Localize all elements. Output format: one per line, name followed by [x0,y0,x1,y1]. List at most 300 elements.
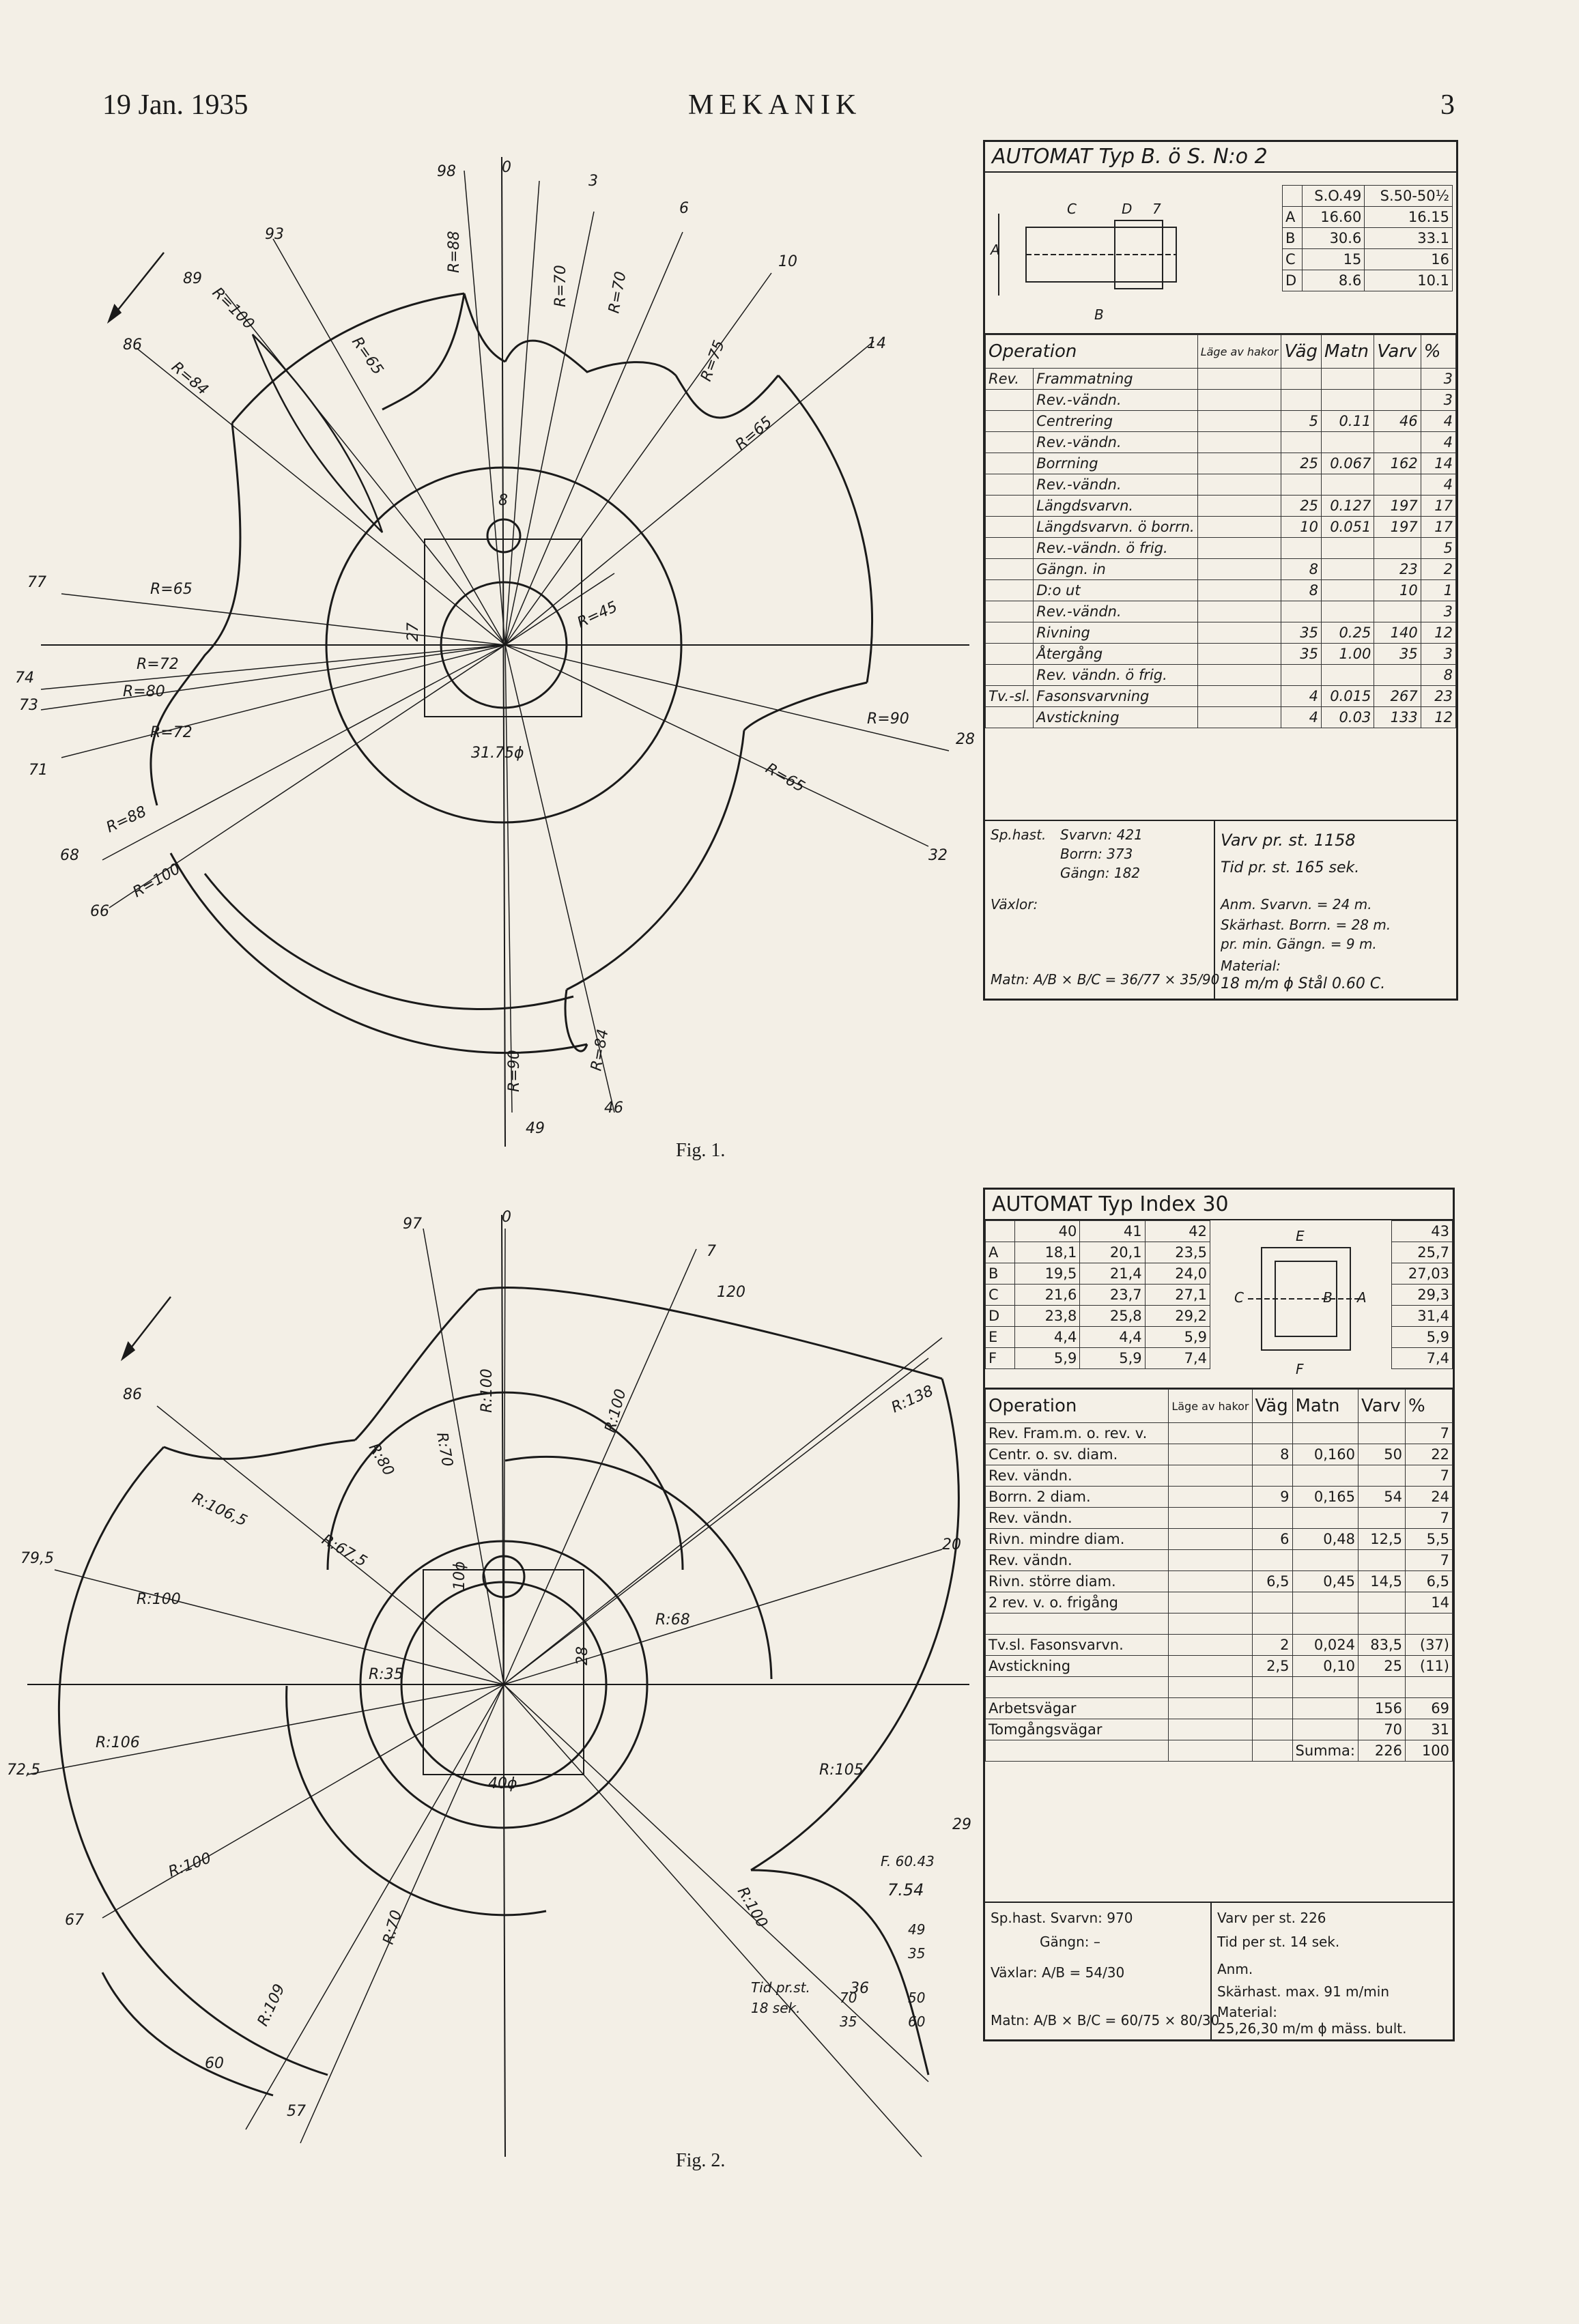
fig1-angle-89: 89 [183,270,202,287]
fig1-angle-98: 98 [437,163,456,180]
table-cell [1169,1677,1252,1698]
fig1-part-sketch [985,173,1456,334]
fig2-skarhast: Skärhast. max. 91 m/min [1217,1983,1389,2000]
table-cell: 0.067 [1321,453,1374,474]
fig2-r35: R:35 [369,1666,403,1683]
fig2-vaxel-b: 35 [908,1945,926,1962]
table-cell [1321,580,1374,601]
table-cell [1281,390,1322,411]
table-cell [1358,1423,1406,1444]
table-cell: 100 [1406,1740,1453,1762]
table-cell [1169,1571,1252,1592]
table-cell [1169,1592,1252,1613]
table-cell [1281,432,1322,453]
table-row [986,517,1456,538]
fig1-r90: R=90 [867,711,909,728]
fig1-operations-table: Operation Läge av hakor Väg Matn Varv % Rev. Frammatning 3 Rev.-vändn. 3 Centrering 5 0.11 46 4 Rev.-vändn. 4 Borrning 25 0.067 162 14 Rev.-vändn. 4 Längdsvarvn. 25 0.127 197 17 Längdsvarvn. ö borrn. 10 0.051 197 17 Rev.-vändn. ö frig. 5 Gängn. in 8 23 2 D:o ut 8 10 1 Rev.-vändn. 3 Rivning 35 0.25 140 12 Återgång 35 1.00 35 3 Rev. vändn. ö frig. 8 Tv.-sl. Fasonsvarvning 4 0.015 267 23 Avstickning 4 0.03 133 12 [985,334,1456,728]
table-cell: 83,5 [1358,1635,1406,1656]
table-cell: 24 [1406,1487,1453,1508]
table-cell [1197,411,1281,432]
table-cell [986,453,1034,474]
fig1-angle-32: 32 [928,847,948,864]
table-cell [1197,707,1281,728]
table-cell: 0,45 [1292,1571,1358,1592]
fig1-material: 18 m/m ϕ Stål 0.60 C. [1221,975,1386,992]
table-row [986,1306,1210,1327]
table-cell: 18,1 [1015,1242,1080,1263]
table-cell: 7 [1406,1550,1453,1571]
fig2-vaxlor: Växlar: A/B = 54/30 [991,1964,1125,1981]
table-cell: 54 [1358,1487,1406,1508]
table-cell [1292,1719,1358,1740]
table-cell [1358,1677,1406,1698]
table-cell: 10 [1281,517,1322,538]
table-cell: Tv.sl. Fasonsvarvn. [986,1635,1169,1656]
table-cell: Tomgångsvägar [986,1719,1169,1740]
table-cell: 197 [1374,517,1421,538]
fig1-r70a: R=70 [552,265,569,307]
svg-text:A: A [1357,1289,1367,1306]
table-cell [1374,390,1421,411]
table-cell: Centrering [1034,411,1197,432]
table-cell: 5,9 [1145,1327,1210,1348]
table-cell: Rev.-vändn. [1034,601,1197,622]
table-cell: Rev.-vändn. [1034,432,1197,453]
table-cell [1374,432,1421,453]
table-cell [1406,1677,1453,1698]
fig1-r100b: R=100 [130,860,184,902]
fig2-r138: R:138 [888,1382,937,1417]
table-row [986,1677,1453,1698]
table-cell [1197,686,1281,707]
table-cell [1252,1698,1292,1719]
table-cell: (11) [1406,1656,1453,1677]
fig2-matn-d: 60 [908,2013,926,2030]
table-cell: 140 [1374,622,1421,644]
table-cell [1252,1677,1292,1698]
fig2-angle-29: 29 [952,1816,971,1833]
fig1-angle-49: 49 [526,1120,545,1137]
table-cell: 0.11 [1321,411,1374,432]
table-cell: 22 [1406,1444,1453,1465]
table-cell: Återgång [1034,644,1197,665]
fig1-angle-6: 6 [679,200,689,217]
fig2-dim-hole: 10ϕ [451,1561,468,1590]
table-cell [1169,1656,1252,1677]
table-cell [1197,453,1281,474]
fig2-r70: R:70 [433,1431,456,1468]
fig2-matn-c: 50 [908,1990,926,2006]
fig1-angle-14: 14 [867,335,886,352]
table-cell: 17 [1421,517,1455,538]
table-cell [1169,1698,1252,1719]
table-cell: Rev. vändn. [986,1508,1169,1529]
fig1-angle-86: 86 [123,336,142,354]
fig2-r106-5: R:106,5 [189,1489,250,1530]
table-cell [986,707,1034,728]
table-cell: 69 [1406,1698,1453,1719]
table-cell: 156 [1358,1698,1406,1719]
fig2-r100e: R:100 [733,1884,771,1932]
table-cell: 5,9 [1080,1348,1145,1369]
table-cell: 2,5 [1252,1656,1292,1677]
fig2-angle-67: 67 [65,1912,84,1929]
fig1-table-footer [985,820,1456,999]
fig2-angle-20: 20 [942,1536,961,1553]
fig2-angle-86: 86 [123,1386,142,1403]
table-cell [1321,432,1374,453]
table-cell [1197,559,1281,580]
table-cell [1292,1423,1358,1444]
table-row [986,1285,1210,1306]
table-row [986,644,1456,665]
table-cell [986,1613,1169,1635]
table-cell: Rev. Fram.m. o. rev. v. [986,1423,1169,1444]
svg-text:D: D [1122,201,1133,217]
fig2-angle-97: 97 [403,1216,422,1233]
table-cell [1169,1613,1252,1635]
table-cell: 35 [1374,644,1421,665]
fig2-r100b: R:100 [601,1387,630,1435]
fig1-caption: Fig. 1. [676,1140,726,1161]
table-cell: 162 [1374,453,1421,474]
table-cell [1252,1740,1292,1762]
table-cell: 25 [1281,496,1322,517]
fig2-gangn: Gängn: – [1040,1934,1100,1950]
table-cell: 14 [1421,453,1455,474]
fig2-r67-5: R:67,5 [319,1531,370,1571]
table-cell [1169,1635,1252,1656]
table-cell: 5,5 [1406,1529,1453,1550]
table-cell: D [986,1306,1015,1327]
fig1-r65d: R=65 [763,760,808,797]
table-row [986,1348,1210,1369]
fig1-angle-74: 74 [15,670,34,687]
table-cell: Summa: [1292,1740,1358,1762]
table-row [986,622,1456,644]
svg-text:7: 7 [1152,201,1161,217]
svg-text:B: B [1094,306,1104,323]
table-cell: 8 [1281,559,1322,580]
table-cell: Arbetsvägar [986,1698,1169,1719]
fig2-r109: R:109 [254,1981,289,2029]
table-cell [1252,1423,1292,1444]
table-row [986,496,1456,517]
table-row [986,665,1456,686]
table-cell [1252,1550,1292,1571]
fig1-r84b: R=84 [588,1027,612,1073]
table-cell: 1.00 [1321,644,1374,665]
fig1-r72: R=72 [137,656,179,673]
table-cell: Rivn. mindre diam. [986,1529,1169,1550]
table-cell: 4 [1281,686,1322,707]
table-cell [1197,474,1281,496]
svg-text:C: C [1234,1289,1244,1306]
table-cell [1197,601,1281,622]
table-cell: F [986,1348,1015,1369]
table-cell: Tv.-sl. [986,686,1034,707]
table-cell: 4 [1421,411,1455,432]
table-cell: 35 [1281,622,1322,644]
table-row [986,1444,1453,1465]
table-cell [1321,538,1374,559]
table-cell: Fasonsvarvning [1034,686,1197,707]
table-cell: 23 [1421,686,1455,707]
table-cell [1374,474,1421,496]
fig1-gangn: Gängn: 182 [1060,865,1141,881]
table-cell: 31 [1406,1719,1453,1740]
table-cell [1281,474,1322,496]
table-cell [1292,1465,1358,1487]
table-cell [1197,580,1281,601]
fig1-tid-pr-st: Tid pr. st. 165 sek. [1221,859,1360,876]
table-cell: Avstickning [986,1656,1169,1677]
table-row [986,1423,1453,1444]
table-cell: 4 [1281,707,1322,728]
fig2-size-area [985,1220,1453,1389]
fig2-angle-7: 7 [707,1243,716,1260]
table-cell: 21,4 [1080,1263,1145,1285]
table-cell [1406,1613,1453,1635]
header-journal: MEKANIK [688,89,862,121]
table-cell: 197 [1374,496,1421,517]
table-cell: 0.015 [1321,686,1374,707]
table-cell: 226 [1358,1740,1406,1762]
table-cell [1197,369,1281,390]
fig1-angle-68: 68 [60,847,79,864]
fig2-material: 25,26,30 m/m ϕ mäss. bult. [1217,2020,1407,2037]
fig2-angle-57: 57 [287,2103,306,2120]
table-cell: 25 [1358,1656,1406,1677]
table-cell: Rev. vändn. [986,1550,1169,1571]
table-cell [986,538,1034,559]
table-row [986,1719,1453,1740]
table-cell: 9 [1252,1487,1292,1508]
table-cell: 19,5 [1015,1263,1080,1285]
table-cell: 14,5 [1358,1571,1406,1592]
fig2-table-title: AUTOMAT Typ Index 30 [985,1190,1453,1220]
table-cell: Gängn. in [1034,559,1197,580]
fig1-svarvn: Svarvn: 421 [1060,827,1143,843]
header-page-number: 3 [1440,89,1455,121]
fig2-sp-hast: Sp.hast. Svarvn: 970 [991,1910,1133,1926]
table-row [986,686,1456,707]
table-cell [986,601,1034,622]
fig2-tid-pr-st: Tid per st. 14 sek. [1217,1934,1340,1950]
fig2-vaxel-a: 49 [908,1921,926,1938]
table-cell [1292,1592,1358,1613]
table-row [986,1242,1210,1263]
fig2-angle-36: 36 [850,1980,869,1997]
table-cell: E [986,1327,1015,1348]
table-cell: 8 [1421,665,1455,686]
fig2-part-drawing [1221,1220,1384,1384]
table-cell: (37) [1406,1635,1453,1656]
table-cell [1197,538,1281,559]
fig1-size-table: S.O.49 S.50-50½ A 16.60 16.15 B 30.6 33.1 C 15 16 D 8.6 10.1 [1282,185,1453,291]
table-cell [986,580,1034,601]
fig2-varv-pr-st: Varv per st. 226 [1217,1910,1326,1926]
fig1-r65c: R=65 [150,581,193,598]
table-cell: 6,5 [1252,1571,1292,1592]
table-cell: 46 [1374,411,1421,432]
table-row [986,1592,1453,1613]
right-col-cell: 29,3 [1392,1285,1453,1306]
table-cell: 0.127 [1321,496,1374,517]
fig1-dim-height: 27 [405,622,422,642]
table-cell [1252,1613,1292,1635]
table-cell [1169,1529,1252,1550]
table-cell [1321,601,1374,622]
table-row [986,1698,1453,1719]
table-cell: 25 [1281,453,1322,474]
table-row [986,580,1456,601]
table-cell [1374,601,1421,622]
table-row [986,432,1456,453]
table-cell: 5 [1281,411,1322,432]
fig1-angle-77: 77 [27,574,46,591]
fig1-r65: R=65 [732,413,776,454]
table-cell: 3 [1421,369,1455,390]
table-cell: 7 [1406,1508,1453,1529]
table-cell [1197,432,1281,453]
fig1-r75: R=75 [698,338,728,384]
table-cell: 12,5 [1358,1529,1406,1550]
table-cell [1321,369,1374,390]
fig2-r70b: R:70 [380,1908,406,1947]
fig2-angle-60: 60 [205,2055,224,2072]
table-row [986,538,1456,559]
table-cell: 23,5 [1145,1242,1210,1263]
table-cell: 8 [1252,1444,1292,1465]
table-cell [986,559,1034,580]
fig1-r88: R=88 [446,231,463,273]
table-cell: 14 [1406,1592,1453,1613]
table-cell: 0.25 [1321,622,1374,644]
table-cell: 6 [1252,1529,1292,1550]
right-col-cell: 43 [1392,1221,1453,1242]
table-cell [1292,1677,1358,1698]
table-cell: Rev.-vändn. [1034,474,1197,496]
table-cell [1252,1719,1292,1740]
table-cell [1197,644,1281,665]
fig2-anm: Anm. [1217,1961,1253,1977]
table-cell: 23,7 [1080,1285,1145,1306]
table-cell: 4 [1421,432,1455,453]
fig1-varv-pr-st: Varv pr. st. 1158 [1221,831,1356,850]
table-row [986,1487,1453,1508]
fig2-ops-body [986,1423,1453,1762]
fig2-size-table: 40 41 42 A 18,1 20,1 23,5 B 19,5 21,4 24,0 C 21,6 23,7 27,1 D 23,8 25,8 29,2 E 4,4 4,4 5,9 F 5,9 5,9 7,4 [985,1220,1210,1369]
table-cell: 4,4 [1080,1327,1145,1348]
table-cell: Rev. vändn. ö frig. [1034,665,1197,686]
svg-text:B: B [1323,1289,1333,1306]
table-cell [1169,1550,1252,1571]
fig2-right-col [1391,1220,1453,1369]
table-cell: Rivn. större diam. [986,1571,1169,1592]
fig2-dim-height: 28 [574,1646,591,1665]
fig2-angle-72-5: 72,5 [7,1762,40,1779]
table-cell: D:o ut [1034,580,1197,601]
table-row [986,707,1456,728]
svg-text:A: A [991,242,1000,258]
table-cell [1358,1465,1406,1487]
table-cell: Borrn. 2 diam. [986,1487,1169,1508]
table-cell [1321,559,1374,580]
table-row [986,559,1456,580]
table-row [986,1327,1210,1348]
table-cell: Frammatning [1034,369,1197,390]
svg-text:C: C [1067,201,1077,217]
table-row [986,1613,1453,1635]
table-cell: Avstickning [1034,707,1197,728]
fig1-angle-73: 73 [19,697,38,714]
fig1-r65b: R=65 [348,334,386,378]
table-cell [1321,390,1374,411]
right-col-cell: 27,03 [1392,1263,1453,1285]
table-cell [986,432,1034,453]
fig2-spec-table [983,1188,1455,2041]
table-cell: 2 [1421,559,1455,580]
right-col-cell: 25,7 [1392,1242,1453,1263]
table-row [986,474,1456,496]
fig1-anm: Anm. Svarvn. = 24 m. [1221,896,1372,913]
table-cell [1197,390,1281,411]
fig2-tid: Tid pr.st. [751,1979,810,1996]
table-cell [1321,474,1374,496]
table-cell: 27,1 [1145,1285,1210,1306]
table-cell [1169,1465,1252,1487]
fig1-r70b: R=70 [606,270,630,315]
table-row [986,1529,1453,1550]
fig2-angle-120: 120 [717,1284,745,1301]
fig2-r100d: R:100 [166,1850,214,1881]
table-cell [1252,1465,1292,1487]
fig1-r72b: R=72 [150,724,193,741]
fig1-angle-3: 3 [588,173,598,190]
table-cell [1292,1613,1358,1635]
table-cell: Rev. [986,369,1034,390]
table-cell [986,390,1034,411]
table-cell: 4,4 [1015,1327,1080,1348]
table-cell [1292,1550,1358,1571]
fig2-angle-0: 0 [502,1209,511,1226]
table-cell [1169,1719,1252,1740]
table-cell: 12 [1421,707,1455,728]
table-cell: 8 [1281,580,1322,601]
table-row [986,1635,1453,1656]
right-col-cell: 7,4 [1392,1348,1453,1369]
fig1-r84: R=84 [168,358,212,399]
table-cell [1281,601,1322,622]
fig2-matn-a: 70 [840,1990,857,2006]
table-cell [986,517,1034,538]
fig2-material-label: Material: [1217,2004,1277,2020]
table-cell [1374,538,1421,559]
table-cell: 1 [1421,580,1455,601]
table-cell [1321,665,1374,686]
fig1-r100: R=100 [208,284,257,333]
fig1-matn: Matn: A/B × B/C = 36/77 × 35/90 [991,971,1220,988]
fig1-pr-min: pr. min. Gängn. = 9 m. [1221,936,1377,952]
table-cell: 70 [1358,1719,1406,1740]
fig2-v754: 7.54 [887,1880,924,1899]
table-row [986,453,1456,474]
table-cell: 35 [1281,644,1322,665]
table-row [986,369,1456,390]
table-cell: 0,024 [1292,1635,1358,1656]
fig1-angle-28: 28 [956,731,975,748]
